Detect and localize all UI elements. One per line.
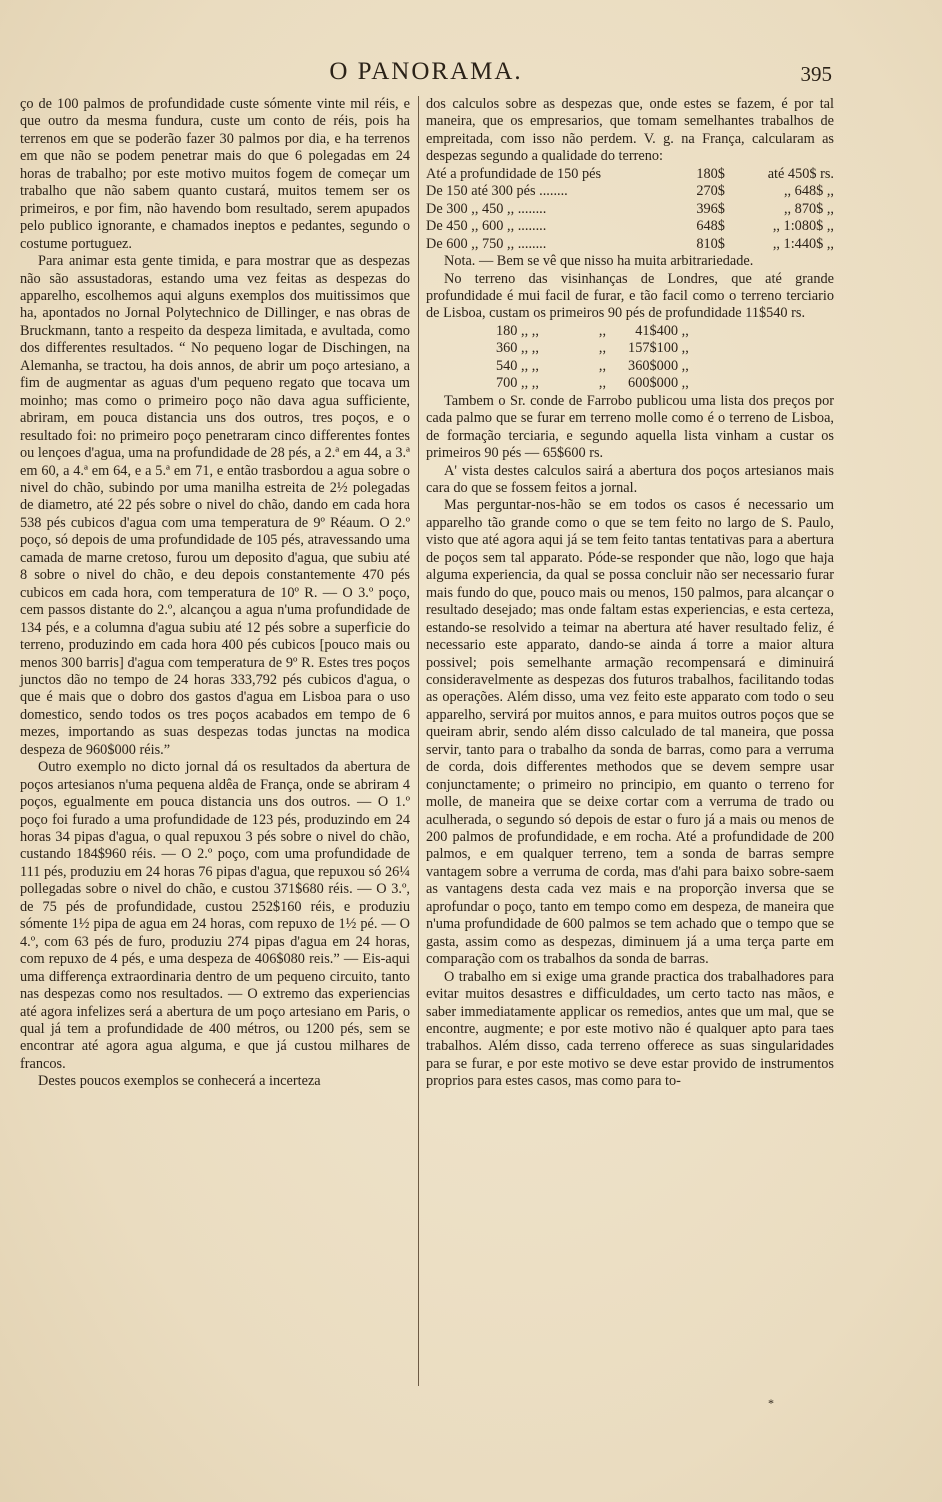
table-cell: 41$400 ,, xyxy=(635,322,689,339)
running-header xyxy=(20,58,832,88)
table-cell: ,, 648$ ,, xyxy=(783,183,834,200)
table-row xyxy=(496,358,711,375)
table-cell: ,, xyxy=(598,357,607,374)
right-paragraph: Mas perguntar-nos-hão se em todos os casos é necessario um apparelho tão grande como o que se tem feito no largo de S. Paulo, visto que até agora aqui já se tem feito tantas tentativas para a abertura de poços sem tal apparato. Póde-se responder que não, logo que haja alguma experiencia, da qual se possa concluir não ser necessario furar mais fundo do que, pouco mais ou menos, 150 palmos, para alcançar o resultado desejado; mas onde faltam estas experiencias, e esta certeza, estando-se resolvido a teimar na abertura até haver resultado feliz, é necessario este apparato, dando-se ainda á torre a maior altura possivel; pois semelhante armação recompensará e diminuirá consideravelmente as despezas dos futuros trabalhos, facilitando todas as operações. Além disso, uma vez feito este apparato com todo o seu apparelho, servirá por muitos annos, e para muitos outros poços que se queiram abrir, sendo além disso calculado de tal maneira, que possa servir, tanto para o trabalho da sonda de barras, como para a verruma de corda, dois differentes methodos que se devem sempre usar conjunctamente; o primeiro no principio, em quanto o terreno for molle, de maneira que se deixe cortar com a verruma de trado ou aculherada, o segundo só depois de estar o furo já a mais ou menos de 200 palmos de profundidade, e em rocha. Até a profundidade de 200 palmos, e em qualquer terreno, tem a sonda de barras sempre vantagem sobre a verruma de corda, mas d'ahi para baixo sobre-saem as vantagens desta cada vez mais e na proporção inversa que se aprofundar o poço, tanto em tempo como em despeza, de maneira que n'uma profundidade de 600 palmos se tem achado que o tempo que se gasta, assim como as despezas, diminuem já a uma terça parte em comparação com os trabalhos da sonda de barras. xyxy=(426,497,834,968)
table-cell: 810$ xyxy=(696,235,725,252)
table-cell: ,, 1:440$ ,, xyxy=(772,235,834,252)
table-row xyxy=(426,183,834,200)
right-paragraph: A' vista destes calculos sairá a abertura dos poços artesianos mais cara do que se fossem feitos a jornal. xyxy=(426,462,834,496)
table-cell: De 150 até 300 pés ........ xyxy=(426,183,568,200)
left-paragraph: ço de 100 palmos de profundidade custe sómente vinte mil réis, e que outro da mesma fundura, custe um conto de réis, pois ha terrenos em que se poderão fazer 30 palmos por dia, e ha terrenos em que não se podem penetrar mais do que 6 polegadas em 24 horas de trabalho; por este motivo muitos fogem de começar um trabalho que não sabem quanto custará, muitos temem ser os primeiros, e por fim, não havendo bom resultado, serem apupados pelo publico ignorante, e chamados ineptos e pedantes, segundo o costume portuguez. xyxy=(20,96,410,252)
left-column xyxy=(20,96,410,1091)
cost-table-france xyxy=(426,166,834,253)
table-cell: 360 ,, ,, xyxy=(496,340,539,357)
table-cell: 540 ,, ,, xyxy=(496,357,539,374)
table-row xyxy=(426,166,834,183)
table-row xyxy=(426,236,834,253)
london-paragraph: No terreno das visinhanças de Londres, que até grande profundidade é mui facil de furar, e tão facil como o terreno terciario de Lisboa, custam os primeiros 90 pés de profundidade 11$540 rs. xyxy=(426,270,834,322)
table-cell: De 450 ,, 600 ,, ........ xyxy=(426,218,547,235)
right-column xyxy=(426,96,834,1091)
page-title: O PANORAMA. xyxy=(329,58,523,85)
right-paragraph: Tambem o Sr. conde de Farrobo publicou uma lista dos preços por cada palmo que se furar em terreno molle como é o terreno de Lisboa, de formação terciaria, e segundo aquella lista vinham a custar os primeiros 90 pés — 65$600 rs. xyxy=(426,392,834,462)
table-cell: ,, xyxy=(598,322,607,339)
table-cell: ,, xyxy=(598,375,607,392)
table-cell: 180 ,, ,, xyxy=(496,322,539,339)
footer-mark: * xyxy=(768,1396,774,1410)
left-paragraph: Outro exemplo no dicto jornal dá os resultados da abertura de poços artesianos n'uma pequena aldêa de França, onde se abriram 4 poços, egualmente em pouca distancia uns dos outros. — O 1.º poço foi furado a uma profundidade de 123 pés, produzindo em 24 horas 34 pipas d'agua, o qual repuxou 3 pés sobre o nivel do chão, custando 184$960 réis. — O 2.º poço, com uma profundidade de 111 pés, produziu em 24 horas 76 pipas d'agua, que repuxou só 26¼ pollegadas sobre o nivel do chão, e custou 371$680 réis. — O 3.º, de 75 pés de profundidade, custou 252$160 réis, e produziu sómente 1½ pipa de agua em 24 horas, com repuxo de 1½ pé. — O 4.º, com 63 pés de furo, produziu 274 pipas d'agua em 24 horas, com repuxo de 4 pés, e uma despeza de 406$080 reis.” — Eis-aqui uma differença extraordinaria dentro de um pequeno circuito, tanto nas despezas como nos resultados. — O extremo das experiencias até agora infelizes será a abertura de um poço artesiano em Paris, o qual já tem a profundidade de 400 métros, ou 1200 pés, sem se encontrar até agora agua alguma, e que já custou milhares de francos. xyxy=(20,759,410,1072)
left-paragraph: Para animar esta gente timida, e para mostrar que as despezas não são assustadoras, estando uma vez feitas as despezas do apparelho, escolhemos aqui alguns exemplos dos muitissimos que ha, apontados no Jornal Polytechnico de Dillinger, e nas obras de Bruckmann, tanto a respeito da despeza limitada, e avultada, como dos differentes resultados. “ No pequeno logar de Dischingen, na Alemanha, se tractou, ha dois annos, de abrir um poço artesiano, a fim de augmentar as aguas d'um pequeno regato que tocava um moinho; mas como o primeiro poço não dava agua sufficiente, abriram, em pouca distancia uns dos outros, tres poços, e o resultado foi: no primeiro poço penetraram cinco differentes fontes ou lençoes d'agua, uma na profundidade de 28 pés, a 2.ª em 44, a 3.ª em 60, a 4.ª em 64, e a 5.ª em 71, e então trasbordou a agua sobre o nivel do chão, subindo por uma manilha estreita de 2½ polegadas de diametro, até 22 pés sobre o nivel do chão, dando em cada hora 538 pés cubicos d'agua com uma temperatura de 9º Réaum. O 2.º poço, só depois de uma profundidade de 105 pés, atravessando uma camada de marne cretoso, furou um deposito d'agua, que subiu até 8 sobre o nivel do chão, e deu depois constantemente 470 pés cubicos em cada hora, com temperatura de 10º R. — O 3.º poço, cem passos distante do 2.º, alcançou a agua n'uma profundidade de 134 pés, e a columna d'agua subiu até 12 pés sobre a superficie do terreno, produzindo em cada hora 400 pés cubicos [pouco mais ou menos 300 barris] d'agua com temperatura de 9º R. Estes tres poços junctos dão no tempo de 24 horas 333,792 pés cubicos d'agua, o que é mais que o dobro dos gastos d'agua em Lisboa para o uso domestico, sendo todos os tres poços acabados em tempo de 6 mezes, importando as suas despezas todas junctas na modica despeza de 960$000 réis.” xyxy=(20,253,410,758)
table-cell: 648$ xyxy=(696,218,725,235)
table-row xyxy=(426,201,834,218)
right-paragraph: O trabalho em si exige uma grande practica dos trabalhadores para evitar muitos desastres e difficuldades, um certo tacto nas mãos, e saber immediatamente applicar os remedios, antes que um mal, que se encontre, augmente; e por este motivo não é qualquer apto para taes trabalhos. Além disso, cada terreno offerece as suas singularidades para se furar, e por este motivo se deve estar provido de instrumentos proprios para estes casos, mas como para to- xyxy=(426,968,834,1090)
table-cell: 270$ xyxy=(696,183,725,200)
table-cell: ,, 1:080$ ,, xyxy=(772,218,834,235)
table-cell: 700 ,, ,, xyxy=(496,375,539,392)
table-row xyxy=(496,323,711,340)
table-cell: ,, xyxy=(598,340,607,357)
right-intro: dos calculos sobre as despezas que, onde estes se fazem, é por tal maneira, que os empresarios, que tomam semelhantes trabalhos de empreitada, com isso não perdem. V. g. na França, calcularam as despezas segundo a qualidade do terreno: xyxy=(426,96,834,165)
table-cell: De 300 ,, 450 ,, ........ xyxy=(426,200,547,217)
table-cell: 396$ xyxy=(696,200,725,217)
page-number: 395 xyxy=(800,62,832,86)
table-row xyxy=(496,340,711,357)
note: Nota. — Bem se vê que nisso ha muita arbitrariedade. xyxy=(444,253,754,270)
cost-table-london xyxy=(496,323,711,393)
table-cell: 180$ xyxy=(696,165,725,182)
table-cell: 157$100 ,, xyxy=(628,340,689,357)
table-cell: até 450$ rs. xyxy=(767,165,834,182)
table-cell: 600$000 ,, xyxy=(628,375,689,392)
column-divider xyxy=(418,96,419,1386)
table-row xyxy=(496,375,711,392)
table-cell: ,, 870$ ,, xyxy=(783,200,834,217)
left-paragraph: Destes poucos exemplos se conhecerá a incerteza xyxy=(38,1073,321,1090)
table-cell: Até a profundidade de 150 pés xyxy=(426,165,602,182)
table-row xyxy=(426,218,834,235)
table-cell: De 600 ,, 750 ,, ........ xyxy=(426,235,547,252)
table-cell: 360$000 ,, xyxy=(628,357,689,374)
